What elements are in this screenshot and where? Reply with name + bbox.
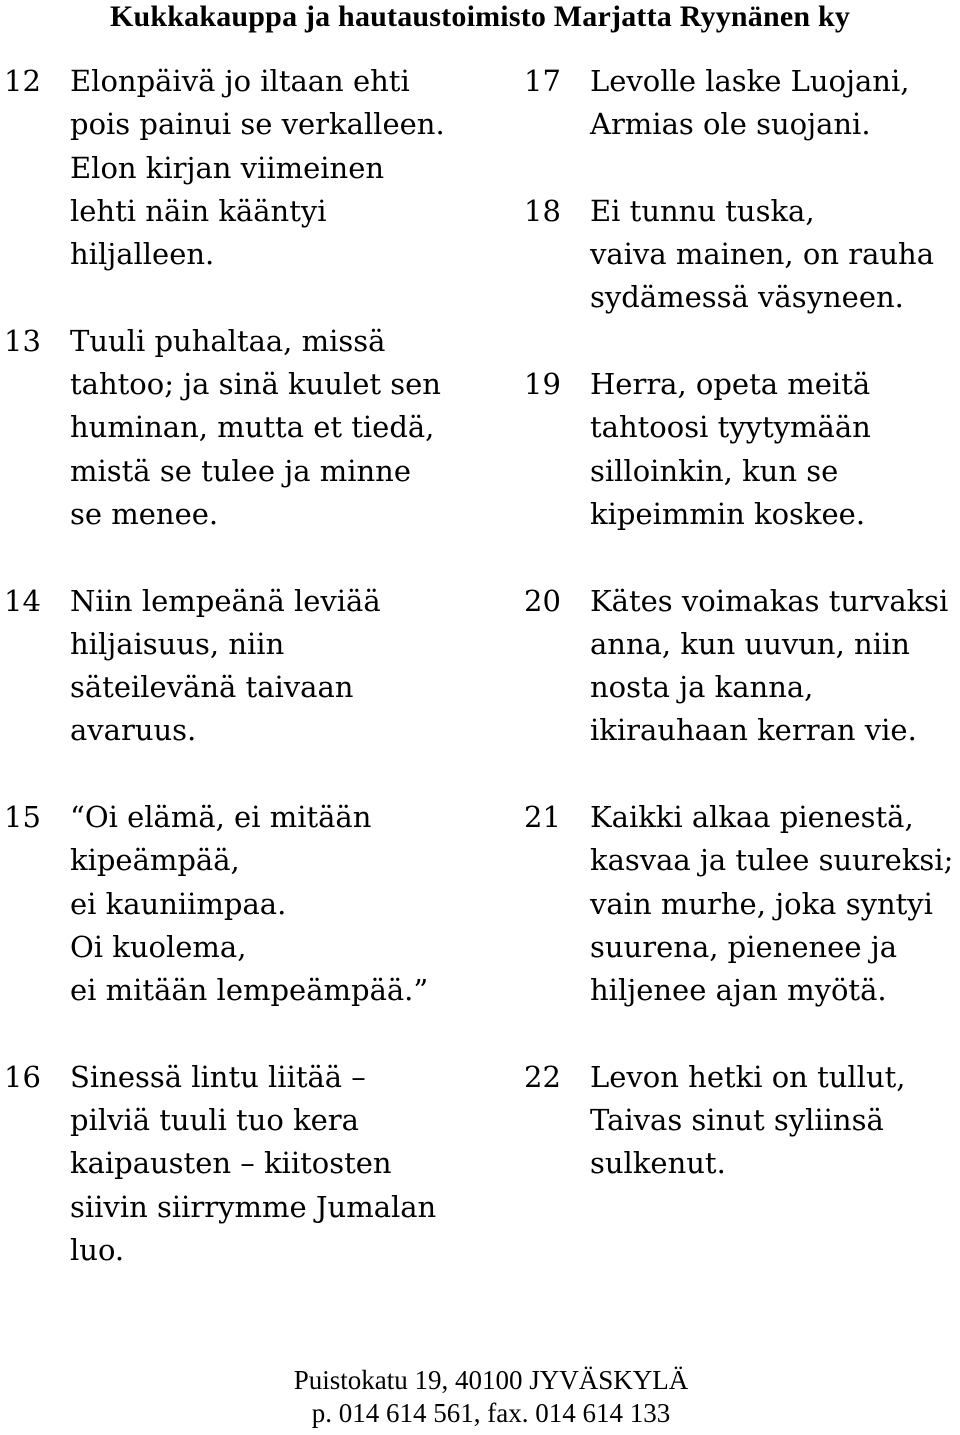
verse-line: vain murhe, joka syntyi: [590, 886, 933, 921]
verse-line: luo.: [70, 1233, 125, 1268]
verse-line: Tuuli puhaltaa, missä: [70, 323, 386, 358]
verse-line: huminan, mutta et tiedä,: [70, 410, 435, 445]
verse-text: [70, 1056, 474, 1272]
verse-number: 17: [524, 64, 561, 98]
verse-line: sydämessä väsyneen.: [590, 280, 904, 315]
verse: [4, 580, 474, 753]
footer-phone: p. 014 614 561, fax. 014 614 133: [311, 1398, 671, 1428]
verse-line: ikirauhaan kerran vie.: [590, 713, 917, 748]
verse-line: suurena, pienenee ja: [590, 929, 898, 964]
verse-text: [590, 580, 960, 753]
verse-number: 21: [524, 800, 561, 835]
verse-line: Taivas sinut syliinsä: [590, 1103, 884, 1138]
verse-line: Elonpäivä jo iltaan ehti: [70, 64, 410, 98]
footer-address: Puistokatu 19, 40100 JYVÄSKYLÄ: [293, 1365, 689, 1395]
verse: [4, 320, 474, 536]
verse-line: ei mitään lempeämpää.”: [70, 973, 429, 1008]
verse-line: pois painui se verkalleen.: [70, 107, 445, 142]
verse-line: Herra, opeta meitä: [590, 367, 871, 402]
verse-text: [590, 1056, 960, 1186]
verse: [4, 60, 474, 276]
verse-line: Armias ole suojani.: [590, 107, 871, 142]
verse-line: Levolle laske Luojani,: [590, 64, 910, 98]
verse-line: kaipausten – kiitosten: [70, 1146, 392, 1181]
verse-line: Oi kuolema,: [70, 929, 247, 964]
verse-line: kasvaa ja tulee suureksi;: [590, 843, 954, 878]
verse-text: [70, 320, 474, 536]
verse-line: nosta ja kanna,: [590, 670, 814, 705]
verse-number: 19: [524, 367, 561, 402]
verse-line: Niin lempeänä leviää: [70, 583, 381, 618]
verse: [524, 580, 960, 753]
verse-number: 22: [524, 1059, 561, 1094]
verse-text: [590, 60, 960, 147]
verse-line: Kaikki alkaa pienestä,: [590, 800, 914, 835]
verse-column-right: [524, 60, 960, 1229]
verse-line: pilviä tuuli tuo kera: [70, 1103, 359, 1138]
verse-line: se menee.: [70, 496, 219, 531]
verse: [4, 796, 474, 1012]
verse: [524, 1056, 960, 1186]
verse-column-left: [4, 60, 474, 1316]
verse: [524, 363, 960, 536]
verse-line: säteilevänä taivaan: [70, 670, 354, 705]
verse-line: kipeämpää,: [70, 843, 240, 878]
verse: [524, 190, 960, 320]
verse: [524, 60, 960, 147]
verse: [4, 1056, 474, 1272]
verse-line: hiljaisuus, niin: [70, 626, 285, 661]
verse-line: tahtoosi tyytymään: [590, 410, 871, 445]
verse-number: 16: [4, 1059, 41, 1094]
verse-line: Ei tunnu tuska,: [590, 193, 815, 228]
verse-text: [70, 796, 474, 1012]
verse-line: hiljenee ajan myötä.: [590, 973, 887, 1008]
verse-text: [590, 190, 960, 320]
verse-number: 15: [4, 800, 41, 835]
verse-line: anna, kun uuvun, niin: [590, 626, 910, 661]
verse-line: tahtoo; ja sinä kuulet sen: [70, 367, 441, 402]
verse-line: silloinkin, kun se: [590, 453, 839, 488]
verse-line: “Oi elämä, ei mitään: [70, 800, 372, 835]
verse: [524, 796, 960, 1012]
verse-text: [590, 363, 960, 536]
contact-footer: [196, 1364, 786, 1430]
verse-line: Kätes voimakas turvaksi: [590, 583, 949, 618]
verse-line: mistä se tulee ja minne: [70, 453, 412, 488]
verse-number: 18: [524, 193, 561, 228]
verse-line: sulkenut.: [590, 1146, 726, 1181]
verse-line: Elon kirjan viimeinen: [70, 150, 385, 185]
verse-text: [70, 60, 474, 276]
verse-number: 14: [4, 583, 41, 618]
verse-line: ei kauniimpaa.: [70, 886, 287, 921]
verse-number: 20: [524, 583, 561, 618]
verse-line: Levon hetki on tullut,: [590, 1059, 906, 1094]
page-title: Kukkakauppa ja hautaustoimisto Marjatta Ryynänen ky: [109, 0, 851, 33]
verse-line: vaiva mainen, on rauha: [590, 237, 935, 272]
verse-line: Sinessä lintu liitää –: [70, 1059, 366, 1094]
verse-line: siivin siirrymme Jumalan: [70, 1189, 437, 1224]
verse-line: kipeimmin koskee.: [590, 496, 866, 531]
verse-line: avaruus.: [70, 713, 197, 748]
verse-number: 13: [4, 323, 41, 358]
verse-text: [590, 796, 960, 1012]
verse-line: lehti näin kääntyi: [70, 193, 327, 228]
verse-text: [70, 580, 474, 753]
verse-number: 12: [4, 64, 41, 98]
verse-line: hiljalleen.: [70, 237, 215, 272]
